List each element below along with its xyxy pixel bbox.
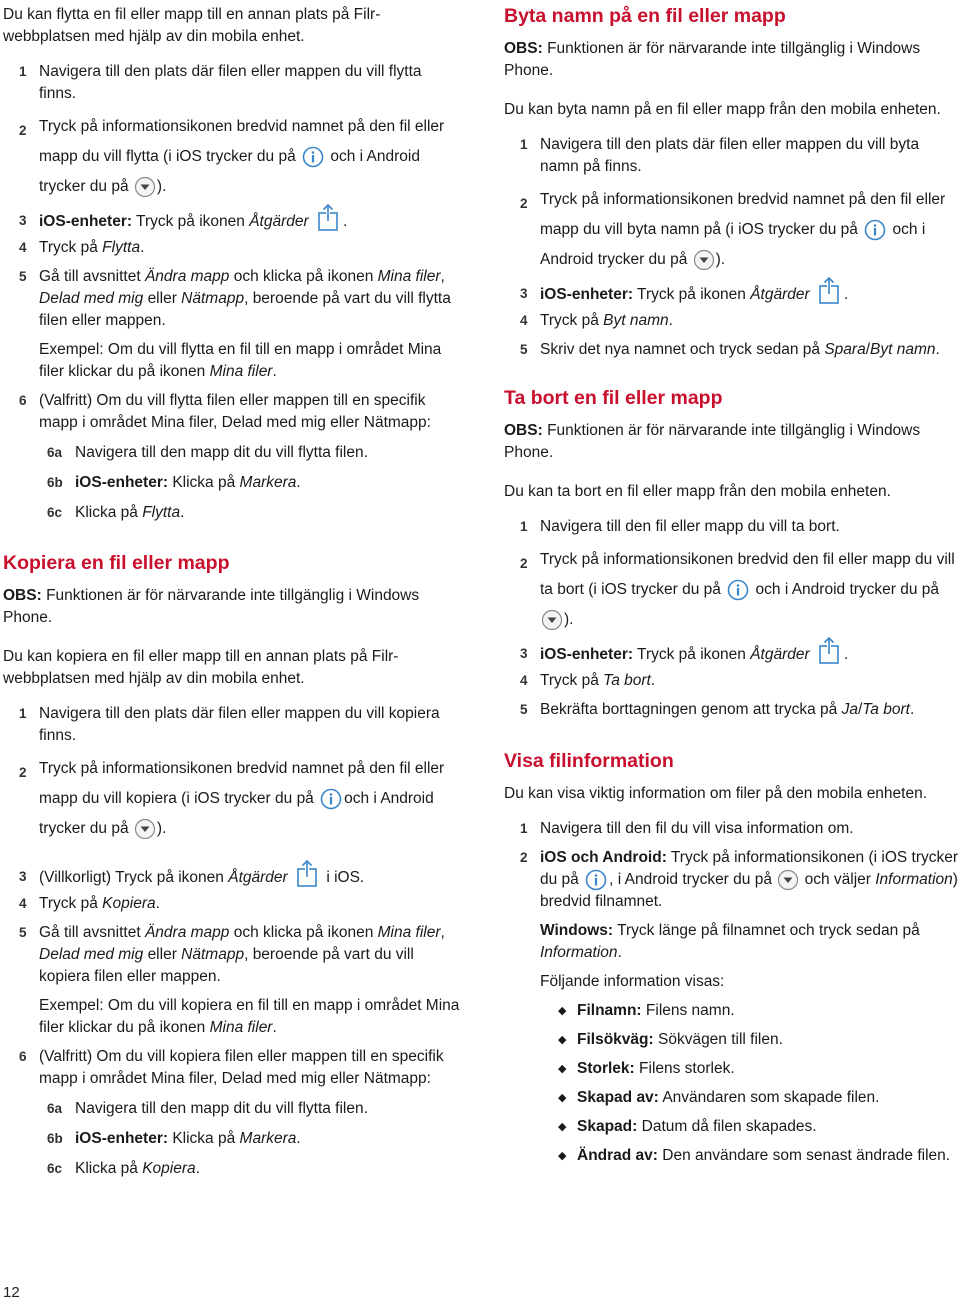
move-step-6b: 6b iOS-enheter: Klicka på Markera. <box>47 474 301 491</box>
page-number: 12 <box>3 1284 20 1301</box>
copy-step-5: 5 Gå till avsnittet Ändra mapp och klicka på ikonen Mina filer, Delad med mig eller Nätmapp, beroende på vart du vill kopiera filen eller mappen. <box>19 924 445 985</box>
rename-step-5: 5 Skriv det nya namnet och tryck sedan på Spara/Byt namn. <box>520 341 940 358</box>
delete-obs: OBS: Funktionen är för närvarande inte tillgänglig i Windows Phone. <box>504 422 921 461</box>
info-windows: Windows: Tryck länge på filnamnet och tryck sedan på Information. <box>540 922 920 962</box>
rename-step-1: 1 Navigera till den plats där filen eller mappen du vill byta namn på finns. <box>520 136 920 175</box>
dropdown-icon <box>693 249 715 271</box>
info-step-1: 1 Navigera till den fil du vill visa information om. <box>520 820 854 837</box>
info-icon <box>302 146 324 168</box>
info-heading: Visa filinformation <box>504 750 674 772</box>
copy-step-6: 6 (Valfritt) Om du vill kopiera filen eller mappen till en specifik mapp i området Mina filer, Delad med mig eller Nätmapp: <box>19 1048 444 1087</box>
info-item-created-by: ◆ Skapad av: Användaren som skapade filen. <box>558 1089 880 1107</box>
dropdown-icon <box>134 818 156 840</box>
move-example: Exempel: Om du vill flytta en fil till en mapp i området Mina filer klickar du på ikonen Mina filer. <box>39 341 442 380</box>
share-icon <box>315 202 341 232</box>
right-column <box>504 0 960 1167</box>
rename-step-4: 4 Tryck på Byt namn. <box>520 312 673 329</box>
info-icon <box>727 579 749 601</box>
delete-step-3: 3 iOS-enheter: Tryck på ikonen Åtgärder . <box>504 635 960 670</box>
move-step-6a: 6a Navigera till den mapp dit du vill flytta filen. <box>47 444 368 461</box>
copy-step-3: 3 (Villkorligt) Tryck på ikonen Åtgärder i iOS. <box>3 858 461 893</box>
info-item-modified-by: ◆ Ändrad av: Den användare som senast ändrade filen. <box>558 1147 951 1165</box>
copy-heading: Kopiera en fil eller mapp <box>3 552 230 574</box>
share-icon <box>816 275 842 305</box>
copy-step-6a: 6a Navigera till den mapp dit du vill flytta filen. <box>47 1100 368 1117</box>
delete-step-4: 4 Tryck på Ta bort. <box>520 672 656 689</box>
info-icon <box>320 788 342 810</box>
left-column <box>3 0 461 1180</box>
copy-step-2: 2 Tryck på informationsikonen bredvid namnet på den fil eller mapp du vill kopiera (i iOS trycker du på och i Android trycker du på ). <box>3 754 461 844</box>
share-icon <box>816 635 842 665</box>
rename-step-2: 2 Tryck på informationsikonen bredvid namnet på den fil eller mapp du vill byta namn på (i iOS trycker du på och i Android trycker du på ). <box>504 185 960 275</box>
copy-step-6b: 6b iOS-enheter: Klicka på Markera. <box>47 1130 301 1147</box>
rename-intro: Du kan byta namn på en fil eller mapp från den mobila enheten. <box>504 101 941 118</box>
delete-heading: Ta bort en fil eller mapp <box>504 387 723 409</box>
copy-step-4: 4 Tryck på Kopiera. <box>19 895 160 912</box>
move-step-3: 3 iOS-enheter: Tryck på ikonen Åtgärder . <box>3 202 461 237</box>
rename-heading: Byta namn på en fil eller mapp <box>504 5 786 27</box>
copy-intro: Du kan kopiera en fil eller mapp till en annan plats på Filr-webbplatsen med hjälp av din mobila enhet. <box>3 648 399 687</box>
dropdown-icon <box>777 869 799 891</box>
info-list-intro: Följande information visas: <box>540 973 725 991</box>
move-step-1: 1 Navigera till den plats där filen eller mappen du vill flytta finns. <box>19 63 422 102</box>
copy-step-6c: 6c Klicka på Kopiera. <box>47 1160 200 1177</box>
rename-obs: OBS: Funktionen är för närvarande inte tillgänglig i Windows Phone. <box>504 40 921 79</box>
copy-obs: OBS: Funktionen är för närvarande inte tillgänglig i Windows Phone. <box>3 587 420 626</box>
copy-step-1: 1 Navigera till den plats där filen eller mappen du vill kopiera finns. <box>19 705 440 744</box>
move-step-5: 5 Gå till avsnittet Ändra mapp och klicka på ikonen Mina filer, Delad med mig eller Nätmapp, beroende på vart du vill flytta filen eller mappen. <box>19 268 451 329</box>
info-step-2: 2 iOS och Android: Tryck på informationsikonen (i iOS trycker du på , i Android trycker du på och väljer Information) bredvid filnamnet. <box>520 849 959 911</box>
delete-step-5: 5 Bekräfta borttagningen genom att trycka på Ja/Ta bort. <box>520 701 915 718</box>
info-item-created: ◆ Skapad: Datum då filen skapades. <box>558 1118 817 1136</box>
info-item-size: ◆ Storlek: Filens storlek. <box>558 1060 735 1078</box>
info-item-filename: ◆ Filnamn: Filens namn. <box>558 1002 735 1020</box>
delete-step-2: 2 Tryck på informationsikonen bredvid den fil eller mapp du vill ta bort (i iOS trycker du på och i Android trycker du på ). <box>504 545 960 635</box>
move-step-2: 2 Tryck på informationsikonen bredvid namnet på den fil eller mapp du vill flytta (i iOS trycker du på och i Android trycker du på ). <box>3 112 461 202</box>
info-intro: Du kan visa viktig information om filer på den mobila enheten. <box>504 785 928 802</box>
info-item-filepath: ◆ Filsökväg: Sökvägen till filen. <box>558 1031 783 1049</box>
move-step-6c: 6c Klicka på Flytta. <box>47 504 185 521</box>
dropdown-icon <box>541 609 563 631</box>
info-icon <box>585 869 607 891</box>
rename-step-3: 3 iOS-enheter: Tryck på ikonen Åtgärder . <box>504 275 960 310</box>
delete-intro: Du kan ta bort en fil eller mapp från den mobila enheten. <box>504 483 891 500</box>
info-icon <box>864 219 886 241</box>
dropdown-icon <box>134 176 156 198</box>
move-intro: Du kan flytta en fil eller mapp till en annan plats på Filr-webbplatsen med hjälp av din mobila enhet. <box>3 6 381 45</box>
move-step-6: 6 (Valfritt) Om du vill flytta filen eller mappen till en specifik mapp i området Mina filer, Delad med mig eller Nätmapp: <box>19 392 431 431</box>
move-step-4: 4 Tryck på Flytta. <box>19 239 145 256</box>
delete-step-1: 1 Navigera till den fil eller mapp du vill ta bort. <box>520 518 840 535</box>
share-icon <box>294 858 320 888</box>
copy-example: Exempel: Om du vill kopiera en fil till en mapp i området Mina filer klickar du på ikonen Mina filer. <box>39 997 460 1036</box>
